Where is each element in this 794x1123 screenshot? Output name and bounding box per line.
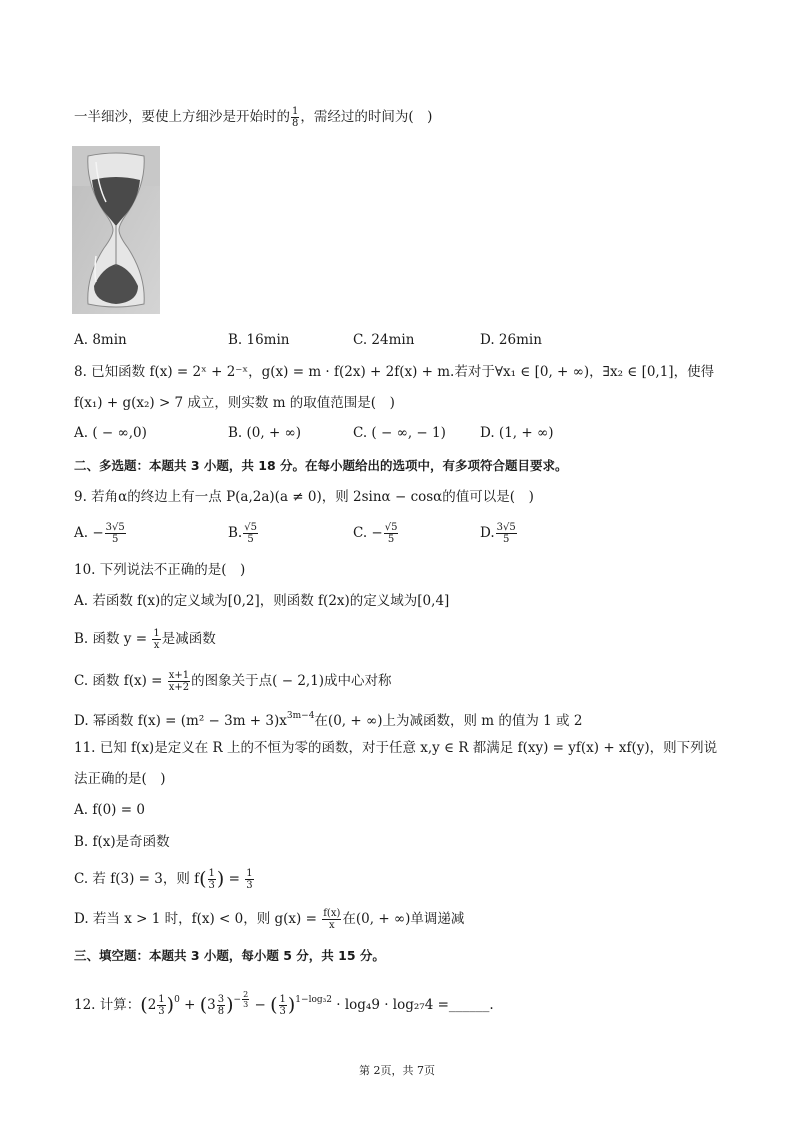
- q8-option-b: B. (0, + ∞): [228, 425, 302, 441]
- q10-option-d: D. 幂函数 $f(x) = (m^2 - 3m + 3)x^{3m-4}$在(0, + ∞)上为减函数，则 m 的值为 1 或 2: [74, 711, 583, 729]
- section-2-heading: 二、多选题：本题共 3 小题，共 18 分。在每小题给出的选项中，有多项符合题目要求。: [74, 458, 568, 473]
- q8-line-1: 8. 已知函数 f(x) = 2ˣ + 2⁻ˣ，g(x) = m · f(2x) + 2f(x) + m.若对于∀x₁ ∈ [0, + ∞)，∃x₂ ∈ [0,1]，使得: [74, 364, 715, 380]
- q8-option-d: D. (1, + ∞): [480, 425, 554, 441]
- q10-option-a: A. 若函数 f(x)的定义域为[0,2]，则函数 f(2x)的定义域为[0,4]: [74, 593, 450, 609]
- q11-option-b: B. f(x)是奇函数: [74, 834, 170, 850]
- q9-option-a: A. − $\frac{3√5}{5}$: [74, 522, 125, 545]
- q7-text-before: 一半细沙，要使上方细沙是开始时的: [74, 109, 290, 125]
- q10-option-c: C. 函数 f(x) = $\frac{x+1}{x+2}$ 的图象关于点( − 2,1)成中心对称: [74, 670, 392, 693]
- q11-option-a: A. f(0) = 0: [74, 802, 145, 818]
- q8-option-a: A. ( − ∞,0): [74, 425, 147, 441]
- q9-stem: 9. 若角α的终边上有一点 P(a,2a)(a ≠ 0)，则 2sinα − cosα的值可以是( ): [74, 489, 534, 505]
- q7-fraction: $\frac{1}{8}$: [292, 106, 299, 129]
- q11-option-d: D. 若当 x > 1 时，f(x) < 0，则 g(x) = $\frac{f(x)}{x}$ 在(0, + ∞)单调递减: [74, 908, 465, 931]
- q7-option-a: A. 8min: [74, 332, 127, 348]
- q11-line-2: 法正确的是( ): [74, 771, 166, 787]
- q11-line-1: 11. 已知 f(x)是定义在 R 上的不恒为零的函数，对于任意 x,y ∈ R 都满足 f(xy) = yf(x) + xf(y)，则下列说: [74, 740, 718, 756]
- q9-option-d: D. $\frac{3√5}{5}$: [480, 522, 516, 545]
- q10-stem: 10. 下列说法不正确的是( ): [74, 562, 246, 578]
- hourglass-image: [72, 146, 160, 314]
- q7-text-after: ，需经过的时间为( ): [300, 109, 433, 125]
- q7-option-c: C. 24min: [353, 332, 415, 348]
- q8-option-c: C. ( − ∞, − 1): [353, 425, 446, 441]
- q8-line-2: f(x₁) + g(x₂) > 7 成立，则实数 m 的取值范围是( ): [74, 395, 395, 411]
- page-footer: 第 2页，共 7页: [359, 1064, 435, 1077]
- q7-stem: [74, 106, 432, 129]
- q11-option-c: C. 若 f(3) = 3，则 f( $\frac{1}{3}$ ) = $\frac{1}{3}$: [74, 868, 253, 891]
- q7-option-d: D. 26min: [480, 332, 542, 348]
- q9-option-c: C. − $\frac{√5}{5}$: [353, 522, 398, 545]
- q7-option-b: B. 16min: [228, 332, 290, 348]
- q10-option-b: B. 函数 y = $\frac{1}{x}$ 是减函数: [74, 628, 216, 651]
- q9-option-b: B. $\frac{√5}{5}$: [228, 522, 257, 545]
- section-3-heading: 三、填空题：本题共 3 小题，每小题 5 分，共 15 分。: [74, 948, 385, 963]
- q12-expression: 12. 计算：(2 $\frac{1}{3}$ )$^0$ + (3 $\frac{3}{8}$ )$^{- \frac{2}{3}}$ − ( $\frac{1}{3}$ )$^{1-log_32}$ · log₄9 · log₂₇4 =______.: [74, 990, 494, 1017]
